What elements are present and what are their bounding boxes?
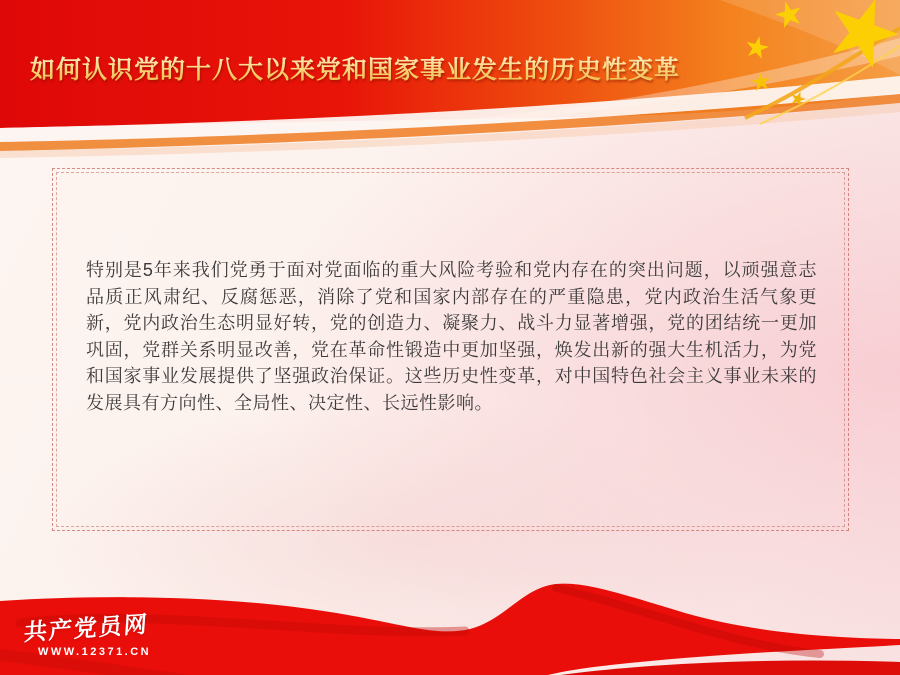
header-banner [0,0,900,160]
site-logo-url: WWW.12371.CN [38,646,152,658]
site-logo-name: 共产党员网 [23,610,150,646]
site-logo [24,610,151,658]
page-title: 如何认识党的十八大以来党和国家事业发生的历史性变革 [30,50,680,86]
content-border-box [52,168,849,531]
body-paragraph: 特别是5年来我们党勇于面对党面临的重大风险考验和党内存在的突出问题，以顽强意志品质正风肃纪、反腐惩恶，消除了党和国家内部存在的严重隐患，党内政治生活气象更新，党内政治生态明显好转，党的创造力、凝聚力、战斗力显著增强，党的团结统一更加巩固，党群关系明显改善，党在革命性锻造中更加坚强，焕发出新的强大生机活力，为党和国家事业发展提供了坚强政治保证。这些历史性变革，对中国特色社会主义事业未来的发展具有方向性、全局性、决定性、长远性影响。 [86,260,817,413]
